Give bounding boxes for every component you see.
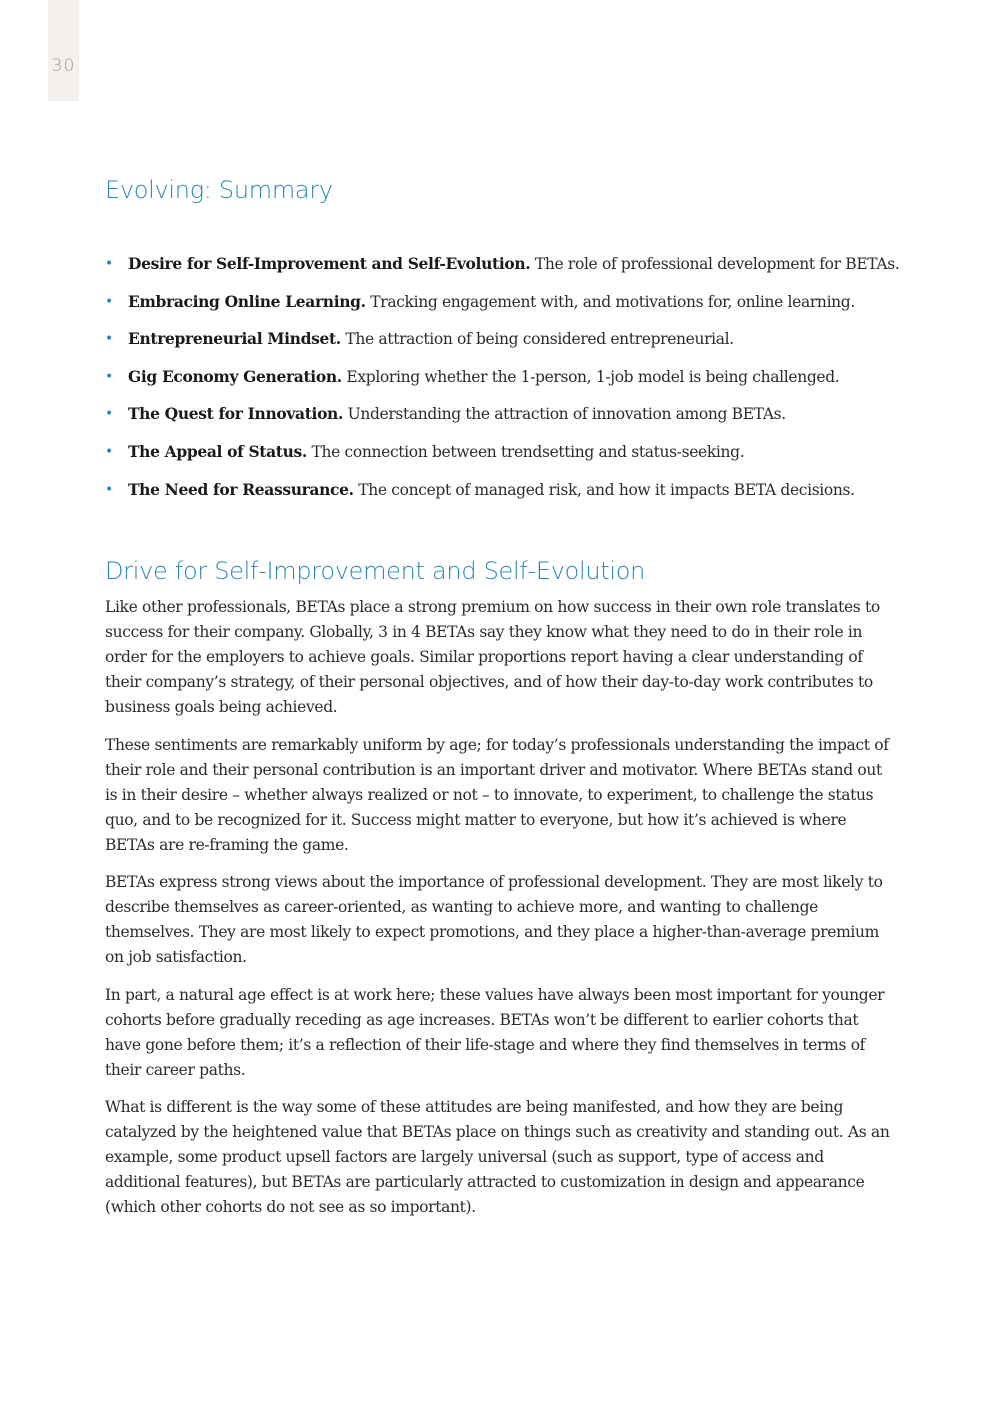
bullet-icon: •	[105, 293, 113, 310]
bullet-icon: •	[105, 481, 113, 498]
bullet-icon: •	[105, 406, 113, 423]
item-title: The Need for Reassurance.	[128, 479, 354, 499]
item-description: Understanding the attraction of innovation among BETAs.	[343, 405, 786, 424]
item-title: Entrepreneurial Mindset.	[128, 329, 341, 349]
paragraph: These sentiments are remarkably uniform by age; for today’s professionals understanding the impact of their role and their personal contribution is an important driver and motivator. Where BETAs stand out is in their desire – whether always realized or not – to innovate, to experiment, to challenge the status quo, and to be recognized for it. Success might matter to everyone, but how it’s achieved is where BETAs are re-framing the game.	[105, 735, 889, 854]
summary-list	[105, 251, 905, 514]
bullet-icon: •	[105, 368, 113, 385]
paragraph: In part, a natural age effect is at work here; these values have always been most important for younger cohorts before gradually receding as age increases. BETAs won’t be different to earlier cohorts that have gone before them; it’s a reflection of their life-stage and where they find themselves in terms of their career paths.	[105, 985, 885, 1079]
bullet-icon: •	[105, 443, 113, 460]
item-title: Desire for Self-Improvement and Self-Evolution.	[128, 254, 531, 273]
bullet-icon: •	[105, 256, 113, 272]
list-item	[105, 364, 905, 390]
item-description: The attraction of being considered entrepreneurial.	[340, 330, 734, 349]
list-item	[105, 401, 905, 427]
item-title: The Appeal of Status.	[128, 441, 307, 461]
item-title: The Quest for Innovation.	[128, 404, 344, 424]
list-item	[105, 251, 905, 277]
list-item	[105, 326, 905, 352]
page-number: 30	[51, 56, 76, 76]
paragraph: BETAs express strong views about the importance of professional development. They are most likely to describe themselves as career-oriented, as wanting to achieve more, and wanting to challenge themselves. They are most likely to expect promotions, and they place a higher-than-average premium on job satisfaction.	[105, 873, 883, 966]
item-description: Tracking engagement with, and motivations for, online learning.	[365, 292, 855, 311]
item-description: The role of professional development for BETAs.	[530, 255, 900, 273]
list-item	[105, 477, 905, 503]
list-item	[105, 289, 905, 315]
section-body	[105, 595, 897, 1233]
item-description: Exploring whether the 1-person, 1-job model is being challenged.	[341, 367, 840, 386]
item-title: Gig Economy Generation.	[128, 366, 342, 386]
item-description: The connection between trendsetting and status-seeking.	[306, 442, 745, 461]
section-heading: Drive for Self-Improvement and Self-Evolution	[105, 557, 646, 585]
paragraph: What is different is the way some of these attitudes are being manifested, and how they are being catalyzed by the heightened value that BETAs place on things such as creativity and standing out. As an example, some product upsell factors are largely universal (such as support, type of access and additional features), but BETAs are particularly attracted to customization in design and appearance (which other cohorts do not see as so important).	[105, 1098, 890, 1216]
page-tab	[48, 0, 79, 101]
bullet-icon: •	[105, 331, 113, 348]
item-description: The concept of managed risk, and how it impacts BETA decisions.	[353, 480, 855, 499]
paragraph: Like other professionals, BETAs place a strong premium on how success in their own role translates to success for their company. Globally, 3 in 4 BETAs say they know what they need to do in their role in order for the employers to achieve goals. Similar proportions report having a clear understanding of their company’s strategy, of their personal objectives, and of how their day-to-day work contributes to business goals being achieved.	[105, 598, 880, 716]
list-item	[105, 439, 905, 465]
item-title: Embracing Online Learning.	[128, 291, 366, 311]
summary-heading: Evolving: Summary	[105, 176, 333, 204]
